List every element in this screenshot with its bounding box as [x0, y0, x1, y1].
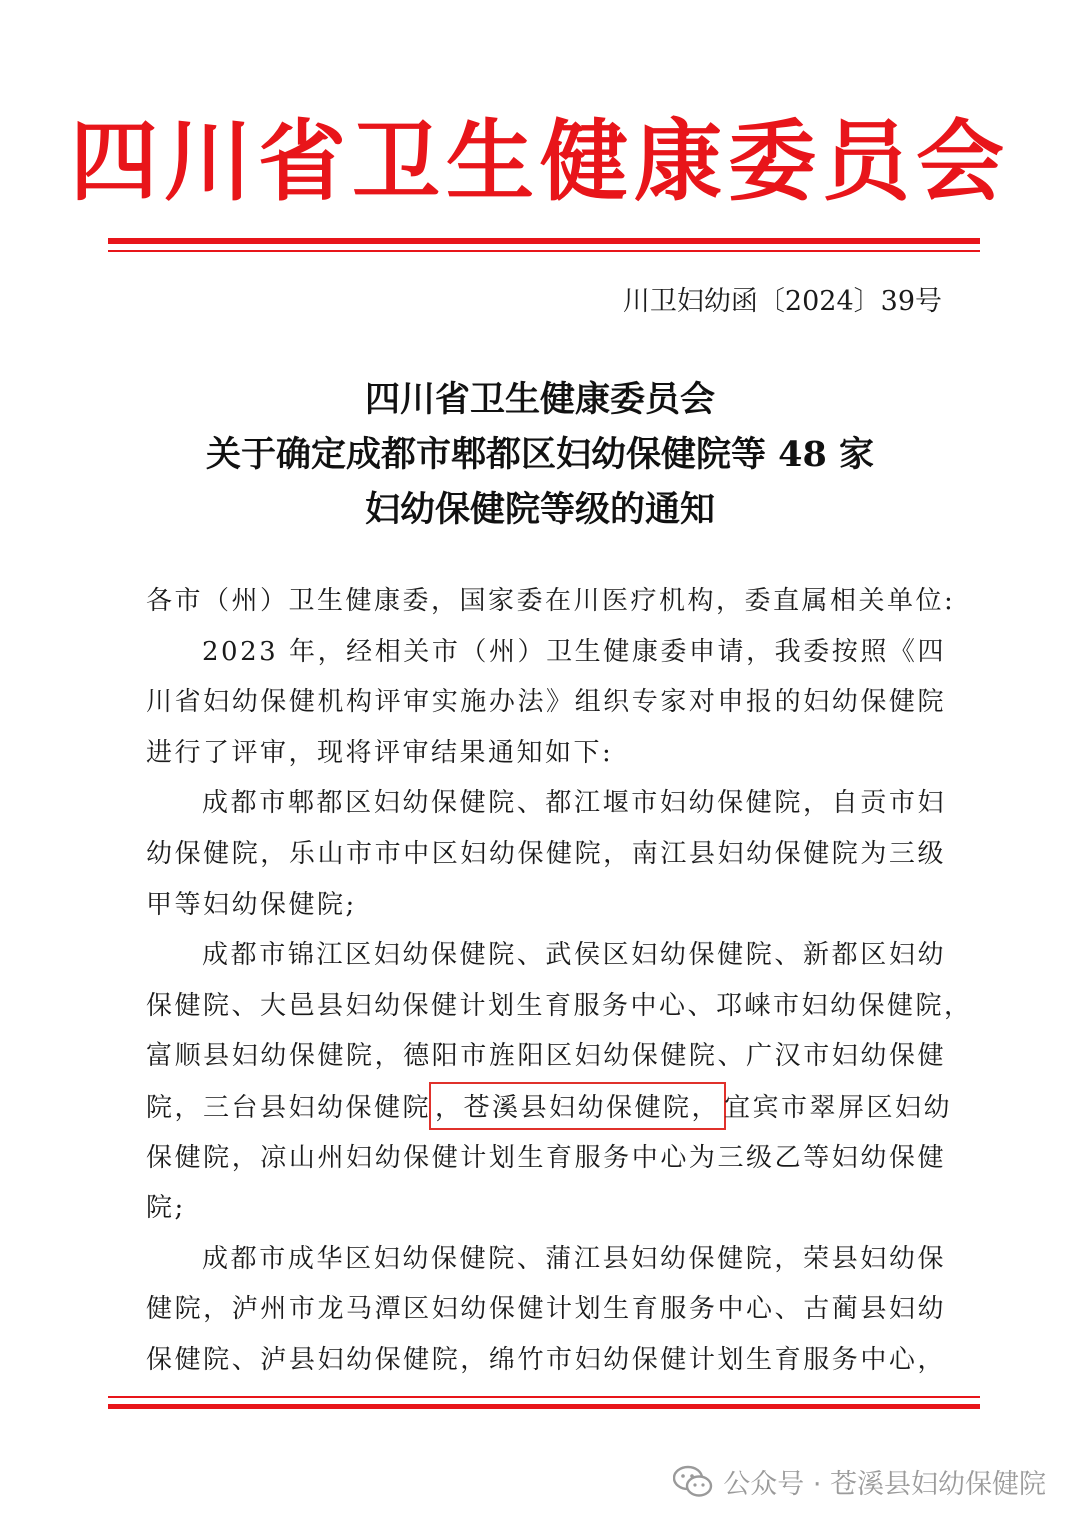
grade-3b-line: 院;	[146, 1193, 186, 1224]
document-number: 川卫妇幼函〔2024〕39号	[622, 286, 942, 317]
grade-3a-line: 成都市郫都区妇幼保健院、都江堰市妇幼保健院，自贡市妇	[202, 788, 946, 819]
header-rule-thin	[108, 250, 980, 252]
header-rule-thick	[108, 238, 980, 244]
highlighted-hospital: ，苍溪县妇幼保健院，	[429, 1082, 726, 1130]
salutation: 各市（州）卫生健康委，国家委在川医疗机构，委直属相关单位:	[146, 586, 956, 616]
intro-line: 川省妇幼保健机构评审实施办法》组织专家对申报的妇幼保健院	[146, 687, 946, 718]
more-hospitals-line: 健院，泸州市龙马潭区妇幼保健计划生育服务中心、古蔺县妇幼	[146, 1294, 946, 1325]
footer-rule-thin	[108, 1396, 980, 1398]
more-hospitals-line: 保健院、泸县妇幼保健院，绵竹市妇幼保健计划生育服务中心，	[146, 1344, 946, 1375]
watermark-text: 公众号 · 苍溪县妇幼保健院	[723, 1469, 1046, 1500]
title-line-1: 四川省卫生健康委员会	[364, 379, 715, 420]
footer-rule-thick	[108, 1404, 980, 1409]
intro-line: 2023 年，经相关市（州）卫生健康委申请，我委按照《四	[202, 636, 946, 667]
grade-3b-line: 保健院，凉山州妇幼保健计划生育服务中心为三级乙等妇幼保健	[146, 1142, 946, 1173]
document-title	[0, 372, 1080, 537]
grade-3a-line: 甲等妇幼保健院;	[146, 889, 357, 920]
text-before-highlight: 院，三台县妇幼保健院	[146, 1092, 432, 1123]
intro-line: 进行了评审，现将评审结果通知如下:	[146, 737, 614, 768]
grade-3b-line: 保健院、大邑县妇幼保健计划生育服务中心、邛崃市妇幼保健院，	[146, 990, 973, 1021]
document-body	[146, 576, 973, 1386]
grade-3b-line-highlighted	[146, 1082, 953, 1133]
title-line-3: 妇幼保健院等级的通知	[364, 489, 715, 530]
grade-3b-line: 成都市锦江区妇幼保健院、武侯区妇幼保健院、新都区妇幼	[202, 940, 946, 971]
title-line-2: 关于确定成都市郫都区妇幼保健院等 48 家	[205, 434, 875, 475]
more-hospitals-line: 成都市成华区妇幼保健院、蒲江县妇幼保健院，荣县妇幼保	[202, 1243, 946, 1274]
issuer-header: 四川省卫生健康委员会	[69, 110, 1010, 213]
watermark	[673, 1462, 1046, 1501]
wechat-icon	[673, 1465, 713, 1499]
grade-3a-line: 幼保健院，乐山市市中区妇幼保健院，南江县妇幼保健院为三级	[146, 838, 946, 869]
grade-3b-line: 富顺县妇幼保健院，德阳市旌阳区妇幼保健院、广汉市妇幼保健	[146, 1041, 946, 1072]
text-after-highlight: 宜宾市翠屏区妇幼	[724, 1092, 953, 1123]
